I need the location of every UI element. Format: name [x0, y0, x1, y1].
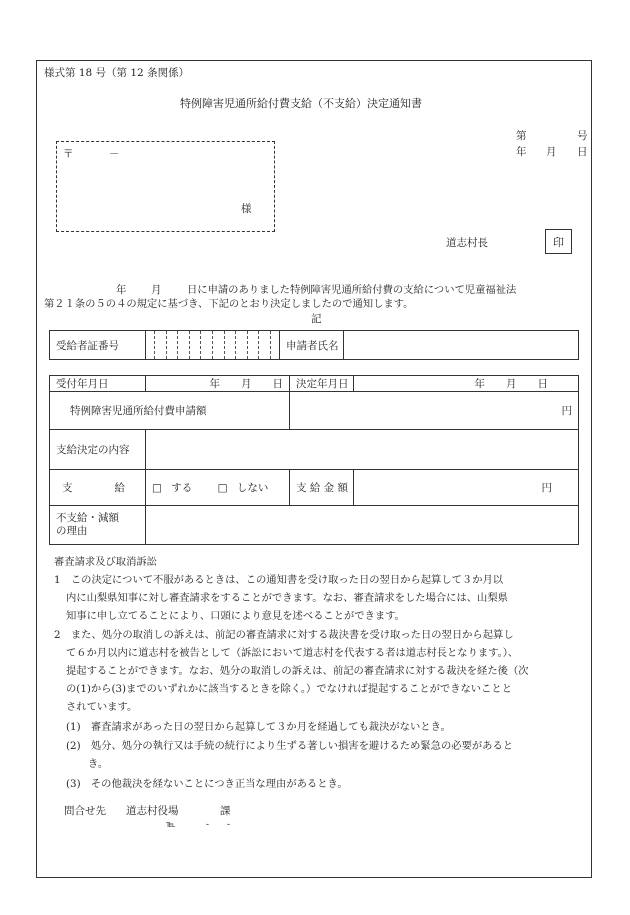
- dont-label: しない: [236, 482, 269, 494]
- reason-label-line1: 不支給・減額: [56, 512, 119, 524]
- note-1: [54, 571, 584, 625]
- payment-label: 支 給: [50, 470, 146, 506]
- payment-amount-label: 支 給 金 額: [290, 470, 354, 506]
- reason-field[interactable]: [146, 506, 579, 545]
- honorific-sama: 様: [241, 203, 252, 215]
- recipient-table: [49, 330, 579, 360]
- contact-section: 課: [220, 805, 231, 817]
- address-box[interactable]: [56, 141, 275, 232]
- doc-number-go: 号: [577, 130, 588, 142]
- note-sub-3: (3) その他裁決を経ないことにつき正当な理由があるとき。: [66, 778, 348, 790]
- tel-dashes: - -: [206, 820, 231, 830]
- note-2-line5: されています。: [66, 701, 138, 713]
- decision-table: [49, 375, 579, 545]
- applicant-name-label: 申請者氏名: [280, 331, 344, 360]
- note-2-line3: 提起することができます。なお、処分の取消しの訴えは、前記の審査請求に対する裁決を経た後（次: [66, 665, 529, 677]
- seal-text: 印: [553, 235, 564, 249]
- date-year: 年: [516, 146, 527, 158]
- decision-date-field[interactable]: 年 月 日: [354, 376, 579, 392]
- reason-label-line2: の理由: [56, 525, 88, 537]
- decision-content-field[interactable]: [146, 430, 579, 470]
- note-sub-2-line1: (2) 処分、処分の執行又は手続の続行により生ずる著しい損害を避けるため緊急の必要があると: [66, 740, 514, 752]
- applicant-name-field[interactable]: [344, 331, 579, 360]
- page-title: 特例障害児通所給付費支給（不支給）決定通知書: [180, 97, 422, 110]
- notes-heading: 審査請求及び取消訴訟: [54, 556, 157, 568]
- intro-month: 月: [151, 284, 162, 296]
- application-amount-field[interactable]: 円: [290, 392, 579, 430]
- seal-mark: [545, 229, 572, 254]
- contact-office: 道志村役場: [126, 805, 179, 817]
- decision-content-label: 支給決定の内容: [50, 430, 146, 470]
- receipt-date-field[interactable]: 年 月 日: [146, 376, 290, 392]
- postal-dash: －: [109, 148, 120, 160]
- note-2: [54, 626, 584, 716]
- doc-number-dai: 第: [516, 130, 527, 142]
- checkbox-dont[interactable]: □: [217, 482, 228, 494]
- form-number: 様式第 18 号（第 12 条関係）: [44, 67, 190, 79]
- note-1-line3: 知事に申し立てることにより、口頭により意見を述べることができます。: [66, 610, 405, 622]
- ki-mark: 記: [311, 313, 322, 325]
- date-month: 月: [546, 146, 557, 158]
- note-sub-2: [66, 737, 596, 773]
- issuer-name: 道志村長: [446, 237, 488, 249]
- recipient-no-field[interactable]: [146, 331, 280, 360]
- date-day: 日: [577, 146, 588, 158]
- note-1-line1: 1 この決定について不服があるときは、この通知書を受け取った日の翌日から起算して３か月以: [54, 574, 504, 586]
- checkbox-do[interactable]: □: [152, 482, 162, 494]
- payment-amount-field[interactable]: 円: [354, 470, 579, 506]
- note-2-line4: の(1)から(3)までのいずれかに該当するときを除く。）でなければ提起することができないことと: [66, 683, 512, 695]
- note-1-line2: 内に山梨県知事に対し審査請求をすることができます。なお、審査請求をした場合には、山梨県: [66, 592, 508, 604]
- reason-label: [50, 506, 146, 545]
- intro-year: 年: [116, 284, 127, 296]
- application-amount-label: 特例障害児通所給付費申請額: [50, 392, 290, 430]
- do-label: する: [171, 482, 193, 494]
- note-sub-2-line2: き。: [88, 758, 109, 770]
- note-sub-1: (1) 審査請求があった日の翌日から起算して３か月を経過しても裁決がないとき。: [66, 721, 451, 733]
- note-2-line2: て６か月以内に道志村を被告として（訴訟において道志村を代表する者は道志村長となります。）、: [66, 647, 519, 659]
- contact-label: 問合せ先: [64, 805, 106, 817]
- intro-line1: 日に申請のありました特例障害児通所給付費の支給について児童福祉法: [187, 284, 517, 296]
- payment-choice: [146, 470, 290, 506]
- receipt-date-label: 受付年月日: [50, 376, 146, 392]
- tel-icon: ℡: [166, 820, 176, 830]
- decision-date-label: 決定年月日: [290, 376, 354, 392]
- postal-mark: 〒: [63, 148, 74, 160]
- intro-line2: 第２１条の５の４の規定に基づき、下記のとおり決定しましたので通知します。: [44, 298, 414, 310]
- note-2-line1: 2 また、処分の取消しの訴えは、前記の審査請求に対する裁決書を受け取った日の翌日から起算し: [54, 629, 514, 641]
- recipient-no-label: 受給者証番号: [50, 331, 146, 360]
- recipient-no-digits: [154, 331, 271, 359]
